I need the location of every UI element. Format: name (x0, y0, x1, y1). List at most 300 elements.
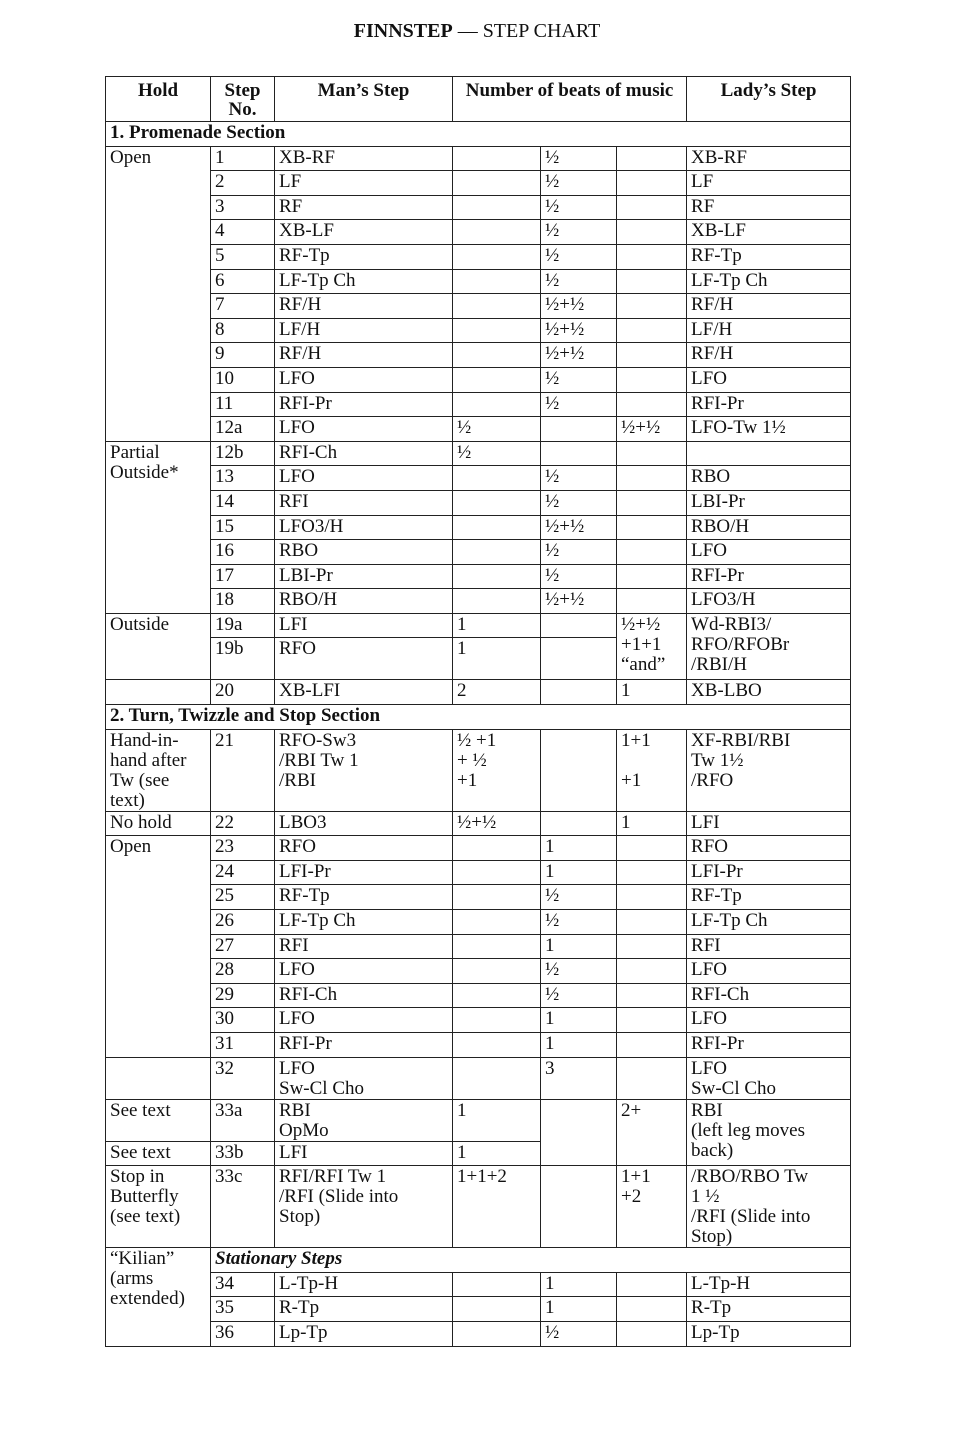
hold-no-hold: No hold (106, 811, 211, 836)
beats-3 (617, 466, 687, 491)
beats-3 (617, 441, 687, 466)
beats-3-line: 1+1 (621, 1166, 651, 1188)
man-step-line: OpMo (279, 1119, 329, 1141)
step-no: 2 (211, 171, 275, 196)
lady-step: XB-LF (687, 220, 851, 245)
hold-see-text: See text (106, 1141, 211, 1166)
man-step: RF-Tp (275, 244, 453, 269)
beats-3 (617, 392, 687, 417)
table-row (106, 934, 851, 959)
beats-2: 1 (541, 1008, 617, 1033)
beats-1 (453, 1033, 541, 1058)
beats-2: ½+½ (541, 343, 617, 368)
beats-2: ½+½ (541, 294, 617, 319)
beats-1: 2 (453, 680, 541, 705)
step-no: 26 (211, 910, 275, 935)
beats-2: 1 (541, 860, 617, 885)
beats-3-line: “and” (621, 653, 666, 675)
lady-step-line: Stop) (691, 1226, 733, 1248)
beats-3-line: +1+1 (621, 633, 662, 655)
man-step: RF-Tp (275, 885, 453, 910)
section-title: 2. Turn, Twizzle and Stop Section (106, 705, 851, 730)
lady-step: LFI-Pr (687, 860, 851, 885)
table-row (106, 441, 851, 466)
beats-3: 1 (617, 680, 687, 705)
table-row (106, 367, 851, 392)
beats-1-line: ½ +1 (457, 729, 497, 751)
beats-1 (453, 1008, 541, 1033)
beats-1 (453, 1297, 541, 1322)
hold-outside: Outside (106, 613, 211, 680)
step-no: 24 (211, 860, 275, 885)
man-step: LF (275, 171, 453, 196)
beats-3: ½+½ (617, 417, 687, 442)
man-step: LF-Tp Ch (275, 269, 453, 294)
table-row (106, 564, 851, 589)
beats-1: 1 (453, 1099, 541, 1141)
lady-step (687, 1057, 851, 1099)
beats-1-line: +1 (457, 769, 478, 791)
step-no: 7 (211, 294, 275, 319)
header-man: Man’s Step (275, 77, 453, 122)
step-no: 28 (211, 959, 275, 984)
man-step: RFI-Pr (275, 392, 453, 417)
man-step: LF-Tp Ch (275, 910, 453, 935)
step-no: 25 (211, 885, 275, 910)
man-step: Lp-Tp (275, 1321, 453, 1346)
beats-2 (541, 417, 617, 442)
section-row (106, 122, 851, 147)
document-title (0, 20, 954, 43)
step-no: 17 (211, 564, 275, 589)
beats-3 (617, 515, 687, 540)
man-step: RF/H (275, 343, 453, 368)
beats-2: ½ (541, 269, 617, 294)
beats-1 (453, 367, 541, 392)
man-step: XB-LFI (275, 680, 453, 705)
lady-step-line: /RFO (691, 769, 734, 791)
man-step: RFO (275, 638, 453, 680)
beats-2 (541, 1099, 617, 1166)
beats-3 (617, 1297, 687, 1322)
beats-3 (617, 1166, 687, 1248)
beats-3 (617, 294, 687, 319)
beats-2: 1 (541, 1297, 617, 1322)
beats-3 (617, 146, 687, 171)
lady-step-line: 1 ½ (691, 1186, 720, 1208)
man-step: XB-RF (275, 146, 453, 171)
beats-3 (617, 1008, 687, 1033)
beats-1 (453, 195, 541, 220)
beats-2: ½ (541, 367, 617, 392)
step-no: 22 (211, 811, 275, 836)
lady-step: Lp-Tp (687, 1321, 851, 1346)
beats-3 (617, 244, 687, 269)
man-step (275, 729, 453, 811)
man-step: RBO (275, 540, 453, 565)
lady-step-line: LFO (691, 1057, 727, 1079)
beats-1 (453, 934, 541, 959)
step-no: 6 (211, 269, 275, 294)
lady-step-line: /RFI (Slide into (691, 1206, 811, 1228)
table-row (106, 220, 851, 245)
table-row (106, 729, 851, 811)
beats-2 (541, 638, 617, 680)
step-no: 29 (211, 983, 275, 1008)
table-row (106, 1321, 851, 1346)
lady-step-line: /RBI/H (691, 653, 747, 675)
header-hold: Hold (106, 77, 211, 122)
lady-step-line: Wd-RBI3/ (691, 613, 772, 635)
beats-3 (617, 1057, 687, 1099)
beats-3 (617, 589, 687, 614)
beats-1 (453, 294, 541, 319)
step-no: 13 (211, 466, 275, 491)
beats-3 (617, 729, 687, 811)
man-step: LBO3 (275, 811, 453, 836)
beats-2 (541, 1166, 617, 1248)
table-row (106, 1272, 851, 1297)
beats-2: 1 (541, 1033, 617, 1058)
beats-3 (617, 885, 687, 910)
step-no: 18 (211, 589, 275, 614)
beats-2: ½ (541, 983, 617, 1008)
beats-1 (453, 1321, 541, 1346)
lady-step: LF (687, 171, 851, 196)
table-row (106, 613, 851, 638)
beats-2: ½ (541, 885, 617, 910)
table-row (106, 1008, 851, 1033)
beats-3 (617, 367, 687, 392)
man-step-line: /RBI Tw 1 (279, 749, 359, 771)
lady-step: LFO3/H (687, 589, 851, 614)
table-row (106, 959, 851, 984)
man-step: L-Tp-H (275, 1272, 453, 1297)
beats-2: ½ (541, 564, 617, 589)
beats-3 (617, 1321, 687, 1346)
beats-2: 1 (541, 1272, 617, 1297)
table-row (106, 466, 851, 491)
beats-2: ½ (541, 392, 617, 417)
step-no: 31 (211, 1033, 275, 1058)
stationary-steps-heading: Stationary Steps (211, 1248, 851, 1273)
table-row (106, 490, 851, 515)
table-row (106, 392, 851, 417)
beats-1 (453, 885, 541, 910)
beats-3 (617, 860, 687, 885)
lady-step: RFI (687, 934, 851, 959)
lady-step (687, 441, 851, 466)
step-no: 12a (211, 417, 275, 442)
hold-partial-outside: Partial Outside* (106, 441, 211, 613)
hold-kilian: “Kilian” (arms extended) (106, 1248, 211, 1346)
table-row (106, 1297, 851, 1322)
beats-2: 3 (541, 1057, 617, 1099)
beats-3-line: ½+½ (621, 613, 661, 635)
lady-step: RF/H (687, 343, 851, 368)
beats-3 (617, 1272, 687, 1297)
table-row (106, 860, 851, 885)
man-step: LFO (275, 1008, 453, 1033)
table-row (106, 589, 851, 614)
man-step-line: RBI (279, 1099, 311, 1121)
lady-step (687, 1099, 851, 1166)
table-row (106, 1057, 851, 1099)
step-no: 27 (211, 934, 275, 959)
beats-1: 1 (453, 1141, 541, 1166)
lady-step: RFO (687, 836, 851, 861)
beats-3 (617, 318, 687, 343)
beats-3 (617, 910, 687, 935)
beats-3 (617, 195, 687, 220)
beats-2: ½ (541, 959, 617, 984)
lady-step-line: Sw-Cl Cho (691, 1077, 777, 1099)
table-row (106, 515, 851, 540)
lady-step-line: XF-RBI/RBI (691, 729, 791, 751)
table-row (106, 1033, 851, 1058)
man-step: LF/H (275, 318, 453, 343)
section-1-body (106, 146, 851, 704)
beats-1 (453, 392, 541, 417)
beats-2 (541, 811, 617, 836)
beats-1 (453, 540, 541, 565)
lady-step-line: back) (691, 1139, 734, 1161)
beats-3 (617, 934, 687, 959)
man-step-line: /RFI (Slide into (279, 1186, 399, 1208)
man-step: RFI (275, 934, 453, 959)
man-step: XB-LF (275, 220, 453, 245)
step-no: 32 (211, 1057, 275, 1099)
man-step: LFO (275, 367, 453, 392)
beats-1 (453, 836, 541, 861)
header-lady: Lady’s Step (687, 77, 851, 122)
hold-empty (106, 1057, 211, 1099)
beats-3-line: 1+1 (621, 729, 651, 751)
beats-1: 1+1+2 (453, 1166, 541, 1248)
beats-3 (617, 836, 687, 861)
lady-step: XB-LBO (687, 680, 851, 705)
man-step: LFO (275, 466, 453, 491)
beats-1: ½+½ (453, 811, 541, 836)
man-step (275, 1057, 453, 1099)
lady-step: RFI-Pr (687, 564, 851, 589)
lady-step: RF-Tp (687, 244, 851, 269)
man-step: RFI-Ch (275, 441, 453, 466)
man-step: RBO/H (275, 589, 453, 614)
step-no: 19a (211, 613, 275, 638)
beats-2: ½ (541, 244, 617, 269)
lady-step: RFI-Ch (687, 983, 851, 1008)
lady-step: RBO/H (687, 515, 851, 540)
table-row (106, 318, 851, 343)
beats-1 (453, 910, 541, 935)
lady-step: RF (687, 195, 851, 220)
lady-step (687, 1166, 851, 1248)
lady-step (687, 613, 851, 680)
lady-step: LF/H (687, 318, 851, 343)
lady-step (687, 729, 851, 811)
man-step-line: RFO-Sw3 (279, 729, 357, 751)
man-step: RFI-Pr (275, 1033, 453, 1058)
man-step: RFI-Ch (275, 983, 453, 1008)
beats-3 (617, 564, 687, 589)
beats-3-line: +1 (621, 769, 642, 791)
table-row (106, 540, 851, 565)
section-2-body (106, 729, 851, 1346)
beats-1 (453, 318, 541, 343)
lady-step: XB-RF (687, 146, 851, 171)
beats-3 (617, 171, 687, 196)
lady-step-line: /RBO/RBO Tw (691, 1166, 809, 1188)
lady-step: LF-Tp Ch (687, 910, 851, 935)
step-no: 21 (211, 729, 275, 811)
man-step: RFO (275, 836, 453, 861)
hold-open: Open (106, 146, 211, 441)
beats-1 (453, 729, 541, 811)
beats-2: ½ (541, 220, 617, 245)
beats-1 (453, 959, 541, 984)
beats-3-line: +2 (621, 1186, 642, 1208)
man-step-line: Stop) (279, 1206, 321, 1228)
beats-3 (617, 613, 687, 680)
beats-1: ½ (453, 441, 541, 466)
man-step (275, 1099, 453, 1141)
step-no: 34 (211, 1272, 275, 1297)
beats-1 (453, 1057, 541, 1099)
step-no: 33b (211, 1141, 275, 1166)
table-row (106, 269, 851, 294)
step-no: 9 (211, 343, 275, 368)
beats-2: ½ (541, 910, 617, 935)
beats-2 (541, 729, 617, 811)
beats-3 (617, 1033, 687, 1058)
beats-1 (453, 244, 541, 269)
step-no: 33c (211, 1166, 275, 1248)
header-beats: Number of beats of music (453, 77, 687, 122)
section-title: 1. Promenade Section (106, 122, 851, 147)
step-no: 15 (211, 515, 275, 540)
step-no: 10 (211, 367, 275, 392)
man-step-line: /RBI (279, 769, 316, 791)
beats-2: ½ (541, 1321, 617, 1346)
beats-2: ½ (541, 466, 617, 491)
lady-step: LFO (687, 367, 851, 392)
lady-step: LFO (687, 540, 851, 565)
beats-3 (617, 983, 687, 1008)
beats-1 (453, 146, 541, 171)
beats-2: ½ (541, 171, 617, 196)
beats-2: 1 (541, 836, 617, 861)
beats-1 (453, 1272, 541, 1297)
step-no: 23 (211, 836, 275, 861)
step-no: 4 (211, 220, 275, 245)
beats-2 (541, 680, 617, 705)
lady-step: LBI-Pr (687, 490, 851, 515)
beats-1 (453, 466, 541, 491)
man-step: R-Tp (275, 1297, 453, 1322)
step-no: 11 (211, 392, 275, 417)
beats-1 (453, 220, 541, 245)
beats-2: ½ (541, 195, 617, 220)
man-step-line: RFI/RFI Tw 1 (279, 1166, 387, 1188)
man-step: LFO (275, 959, 453, 984)
beats-2 (541, 441, 617, 466)
table-row (106, 195, 851, 220)
beats-3 (617, 269, 687, 294)
beats-1 (453, 515, 541, 540)
beats-2 (541, 613, 617, 638)
beats-1: ½ (453, 417, 541, 442)
lady-step: L-Tp-H (687, 1272, 851, 1297)
table-row (106, 1166, 851, 1248)
lady-step-line: RFO/RFOBr (691, 633, 790, 655)
lady-step: R-Tp (687, 1297, 851, 1322)
step-no: 30 (211, 1008, 275, 1033)
man-step: RF (275, 195, 453, 220)
beats-3 (617, 959, 687, 984)
beats-1 (453, 589, 541, 614)
step-chart-table (105, 76, 851, 1347)
step-no: 5 (211, 244, 275, 269)
lady-step: RF/H (687, 294, 851, 319)
step-no: 33a (211, 1099, 275, 1141)
beats-1: 1 (453, 638, 541, 680)
hold-see-text: See text (106, 1099, 211, 1141)
table-row (106, 146, 851, 171)
beats-2: ½ (541, 490, 617, 515)
title-rest: — STEP CHART (452, 20, 601, 42)
beats-2: ½ (541, 540, 617, 565)
beats-3 (617, 343, 687, 368)
table-row (106, 343, 851, 368)
beats-3-line (621, 751, 682, 771)
man-step: LBI-Pr (275, 564, 453, 589)
beats-1 (453, 860, 541, 885)
man-step: RFI (275, 490, 453, 515)
step-no: 14 (211, 490, 275, 515)
table-row (106, 244, 851, 269)
section-row (106, 705, 851, 730)
beats-1: 1 (453, 613, 541, 638)
step-no: 12b (211, 441, 275, 466)
man-step: LFI (275, 613, 453, 638)
man-step (275, 1166, 453, 1248)
table-row (106, 811, 851, 836)
lady-step: RFI-Pr (687, 392, 851, 417)
man-step: LFI-Pr (275, 860, 453, 885)
hold-open-2: Open (106, 836, 211, 1057)
table-row (106, 983, 851, 1008)
step-no: 3 (211, 195, 275, 220)
beats-2: ½+½ (541, 589, 617, 614)
beats-1 (453, 983, 541, 1008)
table-row (106, 417, 851, 442)
header-step: Step No. (211, 77, 275, 122)
lady-step: LFO (687, 1008, 851, 1033)
beats-3: 1 (617, 811, 687, 836)
lady-step-line: (left leg moves (691, 1119, 805, 1141)
beats-3: 2+ (617, 1099, 687, 1166)
table-row (106, 836, 851, 861)
table-row (106, 1248, 851, 1273)
beats-2: 1 (541, 934, 617, 959)
beats-1-line: + ½ (457, 749, 487, 771)
beats-3 (617, 220, 687, 245)
hold-hand-in-hand: Hand-in-hand after Tw (see text) (106, 729, 211, 811)
lady-step: LF-Tp Ch (687, 269, 851, 294)
beats-1 (453, 343, 541, 368)
beats-2: ½ (541, 146, 617, 171)
